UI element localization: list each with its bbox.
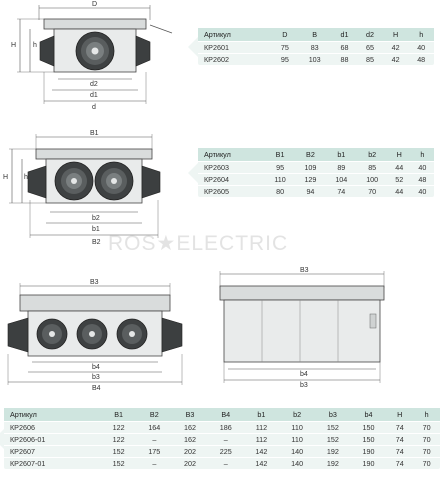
col-header: B2 bbox=[295, 148, 326, 162]
table-cell: 192 bbox=[315, 446, 351, 458]
table-cell: 150 bbox=[351, 422, 387, 434]
table-cell: 44 bbox=[388, 186, 411, 198]
table-cell: 110 bbox=[279, 422, 315, 434]
table-cell: КР2602 bbox=[198, 54, 272, 66]
col-header: b1 bbox=[244, 408, 280, 422]
table-cell: 80 bbox=[265, 186, 295, 198]
table-cell: 70 bbox=[413, 446, 440, 458]
table-cell: 83 bbox=[298, 42, 332, 54]
table-cell: 190 bbox=[351, 446, 387, 458]
drawing-kp2601-front-view bbox=[0, 0, 180, 112]
table-cell: 40 bbox=[408, 42, 434, 54]
spec-table-2 bbox=[198, 148, 434, 197]
table-cell: 100 bbox=[357, 174, 388, 186]
table-cell: КР2604 bbox=[198, 174, 265, 186]
dim-label-d1: d1 bbox=[90, 92, 98, 99]
col-header: Артикул bbox=[198, 148, 265, 162]
table-row bbox=[198, 174, 434, 186]
col-header: Артикул bbox=[198, 28, 272, 42]
table-cell: 142 bbox=[244, 458, 280, 470]
table-cell: 140 bbox=[279, 446, 315, 458]
col-header: d1 bbox=[332, 28, 358, 42]
table-cell: – bbox=[208, 434, 244, 446]
drawing-kp2603-front-view bbox=[0, 128, 180, 250]
table-cell: КР2605 bbox=[198, 186, 265, 198]
dim-label-b4: b4 bbox=[300, 371, 308, 378]
table-cell: 164 bbox=[136, 422, 172, 434]
table-cell: 140 bbox=[279, 458, 315, 470]
table-cell: 162 bbox=[172, 422, 208, 434]
table-cell: 74 bbox=[386, 458, 413, 470]
table-cell: 202 bbox=[172, 446, 208, 458]
table-cell: 85 bbox=[357, 162, 388, 174]
col-header: b2 bbox=[357, 148, 388, 162]
table-cell: 162 bbox=[172, 434, 208, 446]
table-cell: 122 bbox=[101, 422, 137, 434]
table-cell: 52 bbox=[388, 174, 411, 186]
table-cell: 110 bbox=[279, 434, 315, 446]
col-header: D bbox=[272, 28, 298, 42]
table-cell: 122 bbox=[101, 434, 137, 446]
table-row bbox=[4, 458, 440, 470]
table-cell: 48 bbox=[411, 174, 434, 186]
table-cell: 70 bbox=[413, 458, 440, 470]
table-cell: – bbox=[136, 458, 172, 470]
drawing-kp2606-front-view bbox=[0, 274, 200, 392]
dim-label-d: d bbox=[92, 104, 96, 111]
col-header: b2 bbox=[279, 408, 315, 422]
dim-label-B4: B4 bbox=[92, 385, 101, 392]
table-cell: 152 bbox=[101, 458, 137, 470]
table-cell: 112 bbox=[244, 434, 280, 446]
dim-label-b1: b1 bbox=[92, 226, 100, 233]
table-cell: 74 bbox=[386, 446, 413, 458]
col-header: h bbox=[413, 408, 440, 422]
drawing-kp2606-side-view bbox=[206, 264, 406, 388]
dim-label-h: h bbox=[24, 174, 28, 181]
table-row bbox=[4, 422, 440, 434]
table-cell: 190 bbox=[351, 458, 387, 470]
table-cell: 150 bbox=[351, 434, 387, 446]
dim-label-b4: b4 bbox=[92, 364, 100, 371]
table-cell: 70 bbox=[413, 422, 440, 434]
dim-label-h: h bbox=[33, 42, 37, 49]
dim-label-b2: b2 bbox=[92, 215, 100, 222]
table-cell: 142 bbox=[244, 446, 280, 458]
col-header: H bbox=[388, 148, 411, 162]
table-row bbox=[198, 186, 434, 198]
col-header: B2 bbox=[136, 408, 172, 422]
table-cell: – bbox=[136, 434, 172, 446]
col-header: b4 bbox=[351, 408, 387, 422]
dim-label-H: H bbox=[3, 174, 9, 181]
table-cell: 89 bbox=[326, 162, 357, 174]
col-header: d2 bbox=[357, 28, 383, 42]
col-header: H bbox=[383, 28, 409, 42]
table-cell: – bbox=[208, 458, 244, 470]
table-cell: 70 bbox=[357, 186, 388, 198]
col-header: H bbox=[386, 408, 413, 422]
table-cell: 44 bbox=[388, 162, 411, 174]
table-cell: 103 bbox=[298, 54, 332, 66]
table-row bbox=[198, 162, 434, 174]
dim-label-d2: d2 bbox=[90, 81, 98, 88]
table-cell: 175 bbox=[136, 446, 172, 458]
col-header: B3 bbox=[172, 408, 208, 422]
table-cell: 68 bbox=[332, 42, 358, 54]
table-cell: 186 bbox=[208, 422, 244, 434]
table-cell: 40 bbox=[411, 162, 434, 174]
table-cell: 74 bbox=[386, 422, 413, 434]
table-cell: 42 bbox=[383, 42, 409, 54]
table-cell: 65 bbox=[357, 42, 383, 54]
table-cell: КР2606-01 bbox=[4, 434, 101, 446]
table-cell: 75 bbox=[272, 42, 298, 54]
dim-label-b3: b3 bbox=[300, 382, 308, 389]
table-cell: 95 bbox=[265, 162, 295, 174]
col-header: B1 bbox=[101, 408, 137, 422]
table-cell: КР2601 bbox=[198, 42, 272, 54]
col-header: Артикул bbox=[4, 408, 101, 422]
dim-label-B1: B1 bbox=[90, 130, 99, 137]
table-row bbox=[4, 446, 440, 458]
spec-table-3 bbox=[4, 408, 440, 469]
table-cell: 88 bbox=[332, 54, 358, 66]
dim-label-D: D bbox=[92, 1, 98, 8]
dim-label-b3: b3 bbox=[92, 374, 100, 381]
spec-table-1 bbox=[198, 28, 434, 65]
table-row bbox=[4, 434, 440, 446]
table-cell: 152 bbox=[315, 434, 351, 446]
table-cell: 74 bbox=[386, 434, 413, 446]
table-cell: 202 bbox=[172, 458, 208, 470]
table-cell: 152 bbox=[101, 446, 137, 458]
dim-label-H: H bbox=[11, 42, 17, 49]
col-header: h bbox=[411, 148, 434, 162]
col-header: h bbox=[408, 28, 434, 42]
watermark: ROS★ELECTRIC bbox=[108, 232, 289, 255]
table-cell: 40 bbox=[411, 186, 434, 198]
table-row bbox=[198, 54, 434, 66]
table-cell: 129 bbox=[295, 174, 326, 186]
dim-label-B2: B2 bbox=[92, 239, 101, 246]
col-header: b1 bbox=[326, 148, 357, 162]
table-cell: 74 bbox=[326, 186, 357, 198]
col-header: B4 bbox=[208, 408, 244, 422]
table-cell: 85 bbox=[357, 54, 383, 66]
table-cell: 48 bbox=[408, 54, 434, 66]
table-cell: 225 bbox=[208, 446, 244, 458]
table-cell: 112 bbox=[244, 422, 280, 434]
table-cell: 192 bbox=[315, 458, 351, 470]
table-cell: КР2607-01 bbox=[4, 458, 101, 470]
table-cell: 110 bbox=[265, 174, 295, 186]
col-header: b3 bbox=[315, 408, 351, 422]
col-header: B bbox=[298, 28, 332, 42]
col-header: B1 bbox=[265, 148, 295, 162]
dim-label-B3: B3 bbox=[300, 267, 309, 274]
table-cell: КР2603 bbox=[198, 162, 265, 174]
table-cell: 94 bbox=[295, 186, 326, 198]
table-cell: 70 bbox=[413, 434, 440, 446]
table-cell: КР2606 bbox=[4, 422, 101, 434]
dim-label-B3: B3 bbox=[90, 279, 99, 286]
table-cell: 104 bbox=[326, 174, 357, 186]
table-row bbox=[198, 42, 434, 54]
table-cell: 42 bbox=[383, 54, 409, 66]
table-cell: КР2607 bbox=[4, 446, 101, 458]
table-cell: 152 bbox=[315, 422, 351, 434]
table-cell: 95 bbox=[272, 54, 298, 66]
table-cell: 109 bbox=[295, 162, 326, 174]
